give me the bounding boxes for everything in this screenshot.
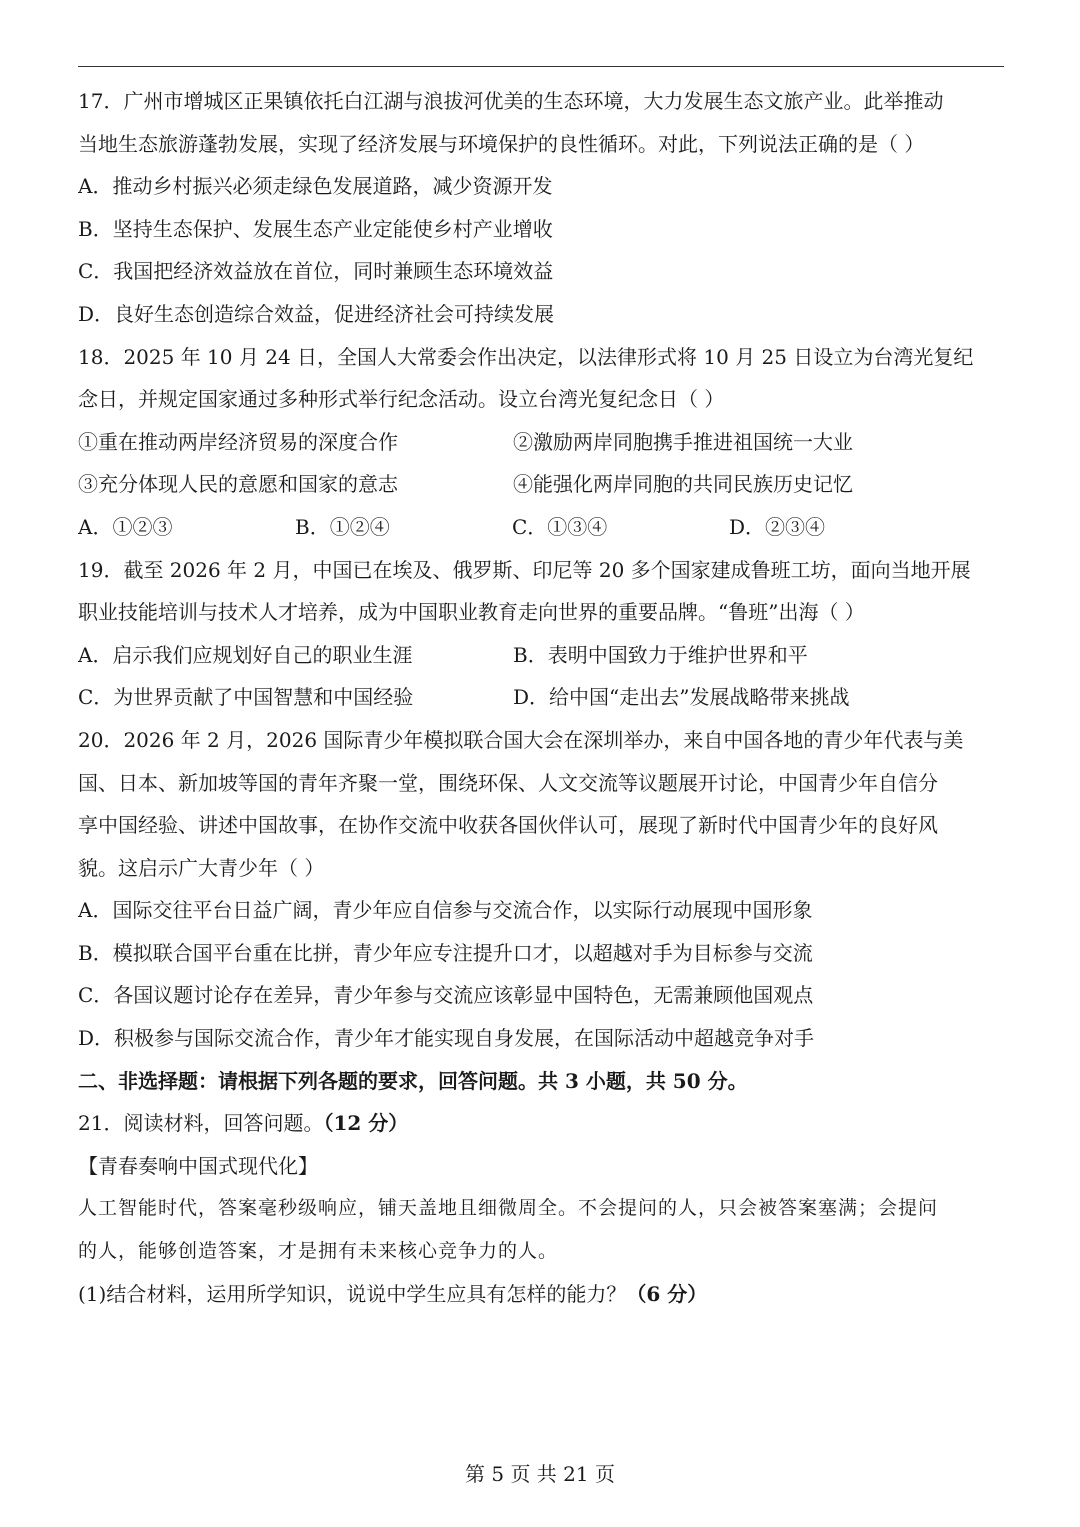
sub-question-text: (1)结合材料，运用所学知识，说说中学生应具有怎样的能力？ bbox=[78, 1281, 627, 1306]
material-line: 的人，能够创造答案，才是拥有未来核心竞争力的人。 bbox=[78, 1240, 559, 1263]
material-heading: 【青春奏响中国式现代化】 bbox=[78, 1153, 318, 1178]
question-stem-line: 职业技能培训与技术人才培养，成为中国职业教育走向世界的重要品牌。“鲁班”出海（ ） bbox=[78, 600, 865, 625]
option-a: A．推动乡村振兴必须走绿色发展道路，减少资源开发 bbox=[78, 174, 553, 199]
material-line: 人工智能时代，答案毫秒级响应，铺天盖地且细微周全。不会提问的人，只会被答案塞满；会提问 bbox=[78, 1197, 939, 1220]
question-stem-line: 国、日本、新加坡等国的青年齐聚一堂，围绕环保、人文交流等议题展开讨论，中国青少年自信分 bbox=[78, 770, 938, 795]
options-row bbox=[78, 634, 1004, 677]
statement-2: ②激励两岸同胞携手推进祖国统一大业 bbox=[513, 429, 853, 454]
question-intro-text: 21．阅读材料，回答问题。 bbox=[78, 1111, 324, 1136]
question-stem-line: 当地生态旅游蓬勃发展，实现了经济发展与环境保护的良性循环。对此，下列说法正确的是（ ） bbox=[78, 131, 925, 156]
statement-3: ③充分体现人民的意愿和国家的意志 bbox=[78, 472, 398, 497]
option-b: B．①②④ bbox=[295, 514, 390, 539]
options-row bbox=[78, 676, 1004, 719]
question-18 bbox=[78, 336, 1004, 549]
option-c: C．①③④ bbox=[512, 514, 608, 539]
statement-1: ①重在推动两岸经济贸易的深度合作 bbox=[78, 429, 398, 454]
question-stem-line: 念日，并规定国家通过多种形式举行纪念活动。设立台湾光复纪念日（ ） bbox=[78, 387, 725, 412]
question-17 bbox=[78, 80, 1004, 336]
exam-page-content bbox=[78, 80, 1004, 1315]
statement-row bbox=[78, 421, 1004, 464]
score-label: （12 分） bbox=[323, 1111, 409, 1136]
header-rule bbox=[78, 66, 1004, 67]
question-21 bbox=[78, 1102, 1004, 1315]
option-a: A．启示我们应规划好自己的职业生涯 bbox=[78, 642, 413, 667]
option-c: C．各国议题讨论存在差异，青少年参与交流应该彰显中国特色，无需兼顾他国观点 bbox=[78, 983, 814, 1008]
question-stem-line: 17．广州市增城区正果镇依托白江湖与浪拔河优美的生态环境，大力发展生态文旅产业。此举推动 bbox=[78, 89, 944, 113]
option-d: D．积极参与国际交流合作，青少年才能实现自身发展，在国际活动中超越竞争对手 bbox=[78, 1026, 815, 1051]
question-stem-line: 18．2025 年 10 月 24 日，全国人大常委会作出决定，以法律形式将 10 月 25 日设立为台湾光复纪 bbox=[78, 344, 974, 369]
question-20 bbox=[78, 719, 1004, 1060]
statement-4: ④能强化两岸同胞的共同民族历史记忆 bbox=[513, 472, 853, 497]
option-d: D．良好生态创造综合效益，促进经济社会可持续发展 bbox=[78, 301, 555, 326]
option-b: B．表明中国致力于维护世界和平 bbox=[513, 642, 808, 667]
option-c: C．为世界贡献了中国智慧和中国经验 bbox=[78, 685, 414, 710]
option-a: A．国际交往平台日益广阔，青少年应自信参与交流合作，以实际行动展现中国形象 bbox=[78, 898, 813, 923]
score-label: （6 分） bbox=[626, 1281, 708, 1306]
question-19 bbox=[78, 549, 1004, 719]
option-b: B．模拟联合国平台重在比拼，青少年应专注提升口才，以超越对手为目标参与交流 bbox=[78, 940, 813, 965]
question-stem-line: 貌。这启示广大青少年（ ） bbox=[78, 855, 325, 880]
options-row bbox=[78, 506, 1004, 549]
sub-question-1 bbox=[78, 1273, 1004, 1316]
option-d: D．②③④ bbox=[729, 514, 826, 539]
question-intro bbox=[78, 1102, 1004, 1145]
option-c: C．我国把经济效益放在首位，同时兼顾生态环境效益 bbox=[78, 259, 554, 284]
question-stem-line: 20．2026 年 2 月，2026 国际青少年模拟联合国大会在深圳举办，来自中国各地的青少年代表与美 bbox=[78, 727, 964, 752]
question-stem-line: 享中国经验、讲述中国故事，在协作交流中收获各国伙伴认可，展现了新时代中国青少年的良好风 bbox=[78, 813, 938, 838]
question-stem-line: 19．截至 2026 年 2 月，中国已在埃及、俄罗斯、印尼等 20 多个国家建成鲁班工坊，面向当地开展 bbox=[78, 557, 971, 582]
option-a: A．①②③ bbox=[78, 514, 173, 539]
option-d: D．给中国“走出去”发展战略带来挑战 bbox=[513, 685, 850, 710]
page-number: 第 5 页 共 21 页 bbox=[465, 1462, 615, 1486]
option-b: B．坚持生态保护、发展生态产业定能使乡村产业增收 bbox=[78, 216, 553, 241]
statement-row bbox=[78, 463, 1004, 506]
section-heading: 二、非选择题：请根据下列各题的要求，回答问题。共 3 小题，共 50 分。 bbox=[78, 1068, 748, 1093]
